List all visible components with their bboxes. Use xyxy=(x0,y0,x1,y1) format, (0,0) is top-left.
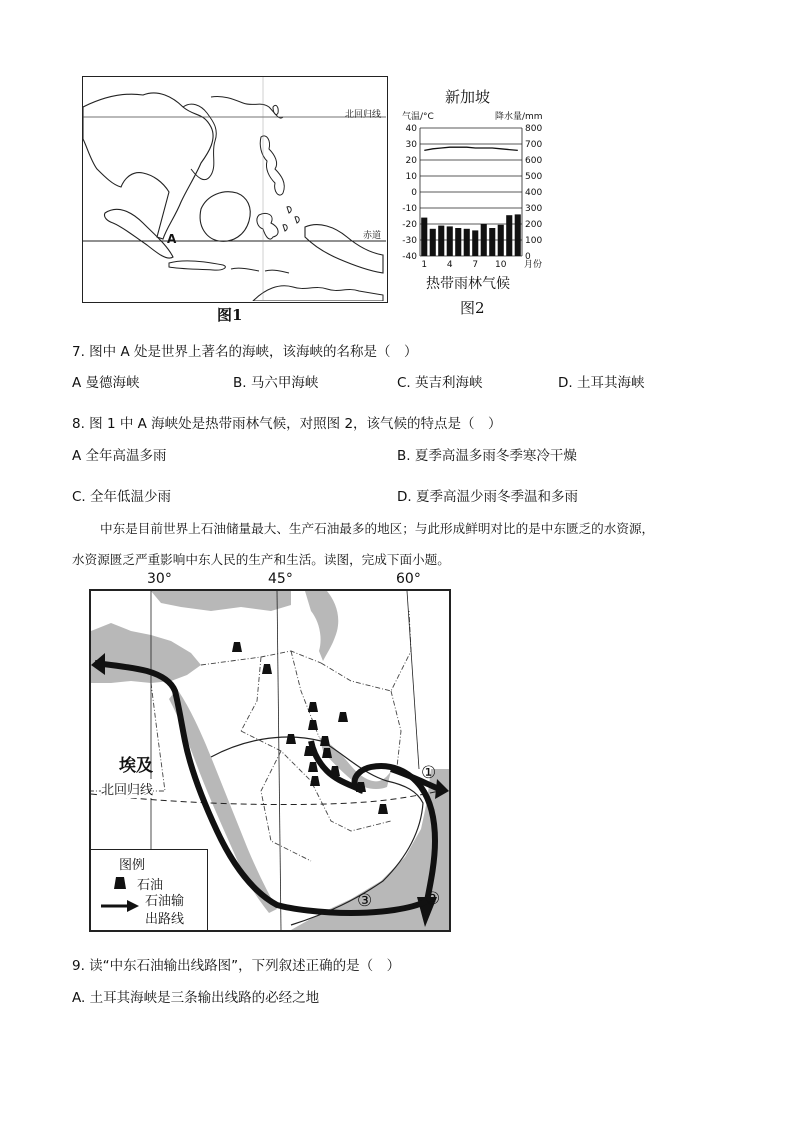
q7-option-d[interactable]: D. 土耳其海峡 xyxy=(558,375,645,391)
precip-bar xyxy=(421,218,427,256)
china-coast xyxy=(211,96,283,118)
legend-oil-icon xyxy=(113,876,127,890)
left-tick-label: -40 xyxy=(402,252,417,262)
egypt-label: 埃及 xyxy=(119,756,153,776)
precip-bar xyxy=(447,226,453,256)
legend-title: 图例 xyxy=(119,858,146,873)
precip-bar xyxy=(515,214,521,256)
lon-label-30: 30° xyxy=(147,571,172,587)
fig1-map xyxy=(82,76,388,303)
left-axis-label: 气温/°C xyxy=(402,112,434,122)
oil-symbol xyxy=(378,804,388,814)
tropic-label: 北回归线 xyxy=(344,110,381,120)
q7-stem: 7. 图中 A 处是世界上著名的海峡，该海峡的名称是（ ） xyxy=(72,344,418,360)
strait-point-label: A xyxy=(167,232,177,246)
passage-line-1: 中东是目前世界上石油储量最大、生产石油最多的地区；与此形成鲜明对比的是中东匮乏的水资源， xyxy=(100,521,655,536)
borneo xyxy=(200,192,250,242)
oil-symbols xyxy=(232,642,388,814)
sulawesi xyxy=(257,213,278,239)
q9-stem: 9. 读“中东石油输出线路图”，下列叙述正确的是（ ） xyxy=(72,958,401,974)
tropic-label-map: 北回归线 xyxy=(101,779,153,798)
right-tick-label: 500 xyxy=(525,172,543,182)
chart-title: 新加坡 xyxy=(445,88,491,106)
q8-option-b[interactable]: B. 夏季高温多雨冬季寒冷干燥 xyxy=(397,448,577,464)
left-tick-label: 10 xyxy=(405,172,417,182)
route-label-1: ① xyxy=(421,763,437,783)
legend-route-label-1: 石油输 xyxy=(145,894,185,909)
black-sea-area xyxy=(151,591,291,611)
x-tick-label: 4 xyxy=(446,260,453,270)
fig2-caption: 图2 xyxy=(460,299,485,317)
x-tick-label: 1 xyxy=(421,260,428,270)
equator-label: 赤道 xyxy=(362,231,381,241)
x-tick-label: 10 xyxy=(495,260,507,270)
left-tick-label: 0 xyxy=(411,188,417,198)
legend-route-label-2: 出路线 xyxy=(145,912,185,927)
right-tick-label: 800 xyxy=(525,124,543,134)
lon-line-45 xyxy=(277,591,281,930)
mediterranean-sea xyxy=(91,623,201,683)
map-legend xyxy=(91,849,208,930)
fig1-caption: 图1 xyxy=(217,306,243,324)
q8-option-d[interactable]: D. 夏季高温少雨冬季温和多雨 xyxy=(397,489,578,505)
legend-route-arrow-icon xyxy=(101,900,139,912)
lon-label-60: 60° xyxy=(396,571,421,587)
right-tick-label: 400 xyxy=(525,188,543,198)
q8-stem: 8. 图 1 中 A 海峡处是热带雨林气候，对照图 2，该气候的特点是（ ） xyxy=(72,416,502,432)
right-tick-label: 200 xyxy=(525,220,543,230)
mainland-outline xyxy=(83,93,213,239)
climate-label: 热带雨林气候 xyxy=(426,276,510,292)
oil-symbol xyxy=(308,762,318,772)
left-tick-label: 30 xyxy=(405,140,417,150)
q8-option-c[interactable]: C. 全年低温少雨 xyxy=(72,489,172,505)
right-tick-label: 300 xyxy=(525,204,543,214)
x-tick-label: 7 xyxy=(472,260,479,270)
left-tick-label: -30 xyxy=(402,236,417,246)
right-axis-label: 降水量/mm xyxy=(495,112,543,122)
x-unit-label: 月份 xyxy=(524,260,543,270)
oil-symbol xyxy=(308,702,318,712)
java xyxy=(169,261,225,270)
lesser-sunda xyxy=(231,268,289,273)
left-tick-label: 20 xyxy=(405,156,417,166)
q7-option-c[interactable]: C. 英吉利海峡 xyxy=(397,375,483,391)
oil-symbol xyxy=(308,720,318,730)
precip-bar xyxy=(498,225,504,256)
left-tick-label: 40 xyxy=(405,124,417,134)
q9-option-a[interactable]: A. 土耳其海峡是三条输出线路的必经之地 xyxy=(72,990,320,1006)
fig3-map xyxy=(89,589,451,932)
precip-bar xyxy=(481,224,487,256)
precip-bar xyxy=(489,228,495,256)
australia-north xyxy=(253,286,383,301)
caspian-sea xyxy=(305,591,338,661)
right-tick-label: 700 xyxy=(525,140,543,150)
right-tick-label: 600 xyxy=(525,156,543,166)
q8-option-a[interactable]: A 全年高温多雨 xyxy=(72,448,167,464)
fig2-chart xyxy=(398,84,558,314)
right-tick-label: 0 xyxy=(525,252,531,262)
fig1-map-drawing xyxy=(83,77,386,301)
oil-symbol xyxy=(286,734,296,744)
passage-line-2: 水资源匮乏严重影响中东人民的生产和生活。读图，完成下面小题。 xyxy=(72,552,450,567)
left-tick-label: -20 xyxy=(402,220,417,230)
oil-symbol xyxy=(310,776,320,786)
precip-bar xyxy=(430,229,436,256)
lon-label-45: 45° xyxy=(268,571,293,587)
oil-symbol xyxy=(262,664,272,674)
left-tick-label: -10 xyxy=(402,204,417,214)
philippines xyxy=(260,136,284,195)
precip-bar xyxy=(464,229,470,256)
oil-symbol xyxy=(320,736,330,746)
legend-oil-label: 石油 xyxy=(137,878,164,893)
oil-symbol xyxy=(338,712,348,722)
route-label-3: ③ xyxy=(357,891,373,911)
right-tick-label: 100 xyxy=(525,236,543,246)
temperature-line xyxy=(424,147,518,150)
precip-bar xyxy=(438,226,444,256)
lon-line-60 xyxy=(407,591,419,769)
route-label-2: ② xyxy=(425,889,441,909)
precip-bar xyxy=(455,228,461,256)
moluccas xyxy=(283,207,299,231)
q7-option-b[interactable]: B. 马六甲海峡 xyxy=(233,375,319,391)
precip-bar xyxy=(506,215,512,256)
precip-bar xyxy=(472,230,478,256)
q7-option-a[interactable]: A 曼德海峡 xyxy=(72,375,140,391)
taiwan xyxy=(273,105,278,114)
oil-symbol xyxy=(232,642,242,652)
